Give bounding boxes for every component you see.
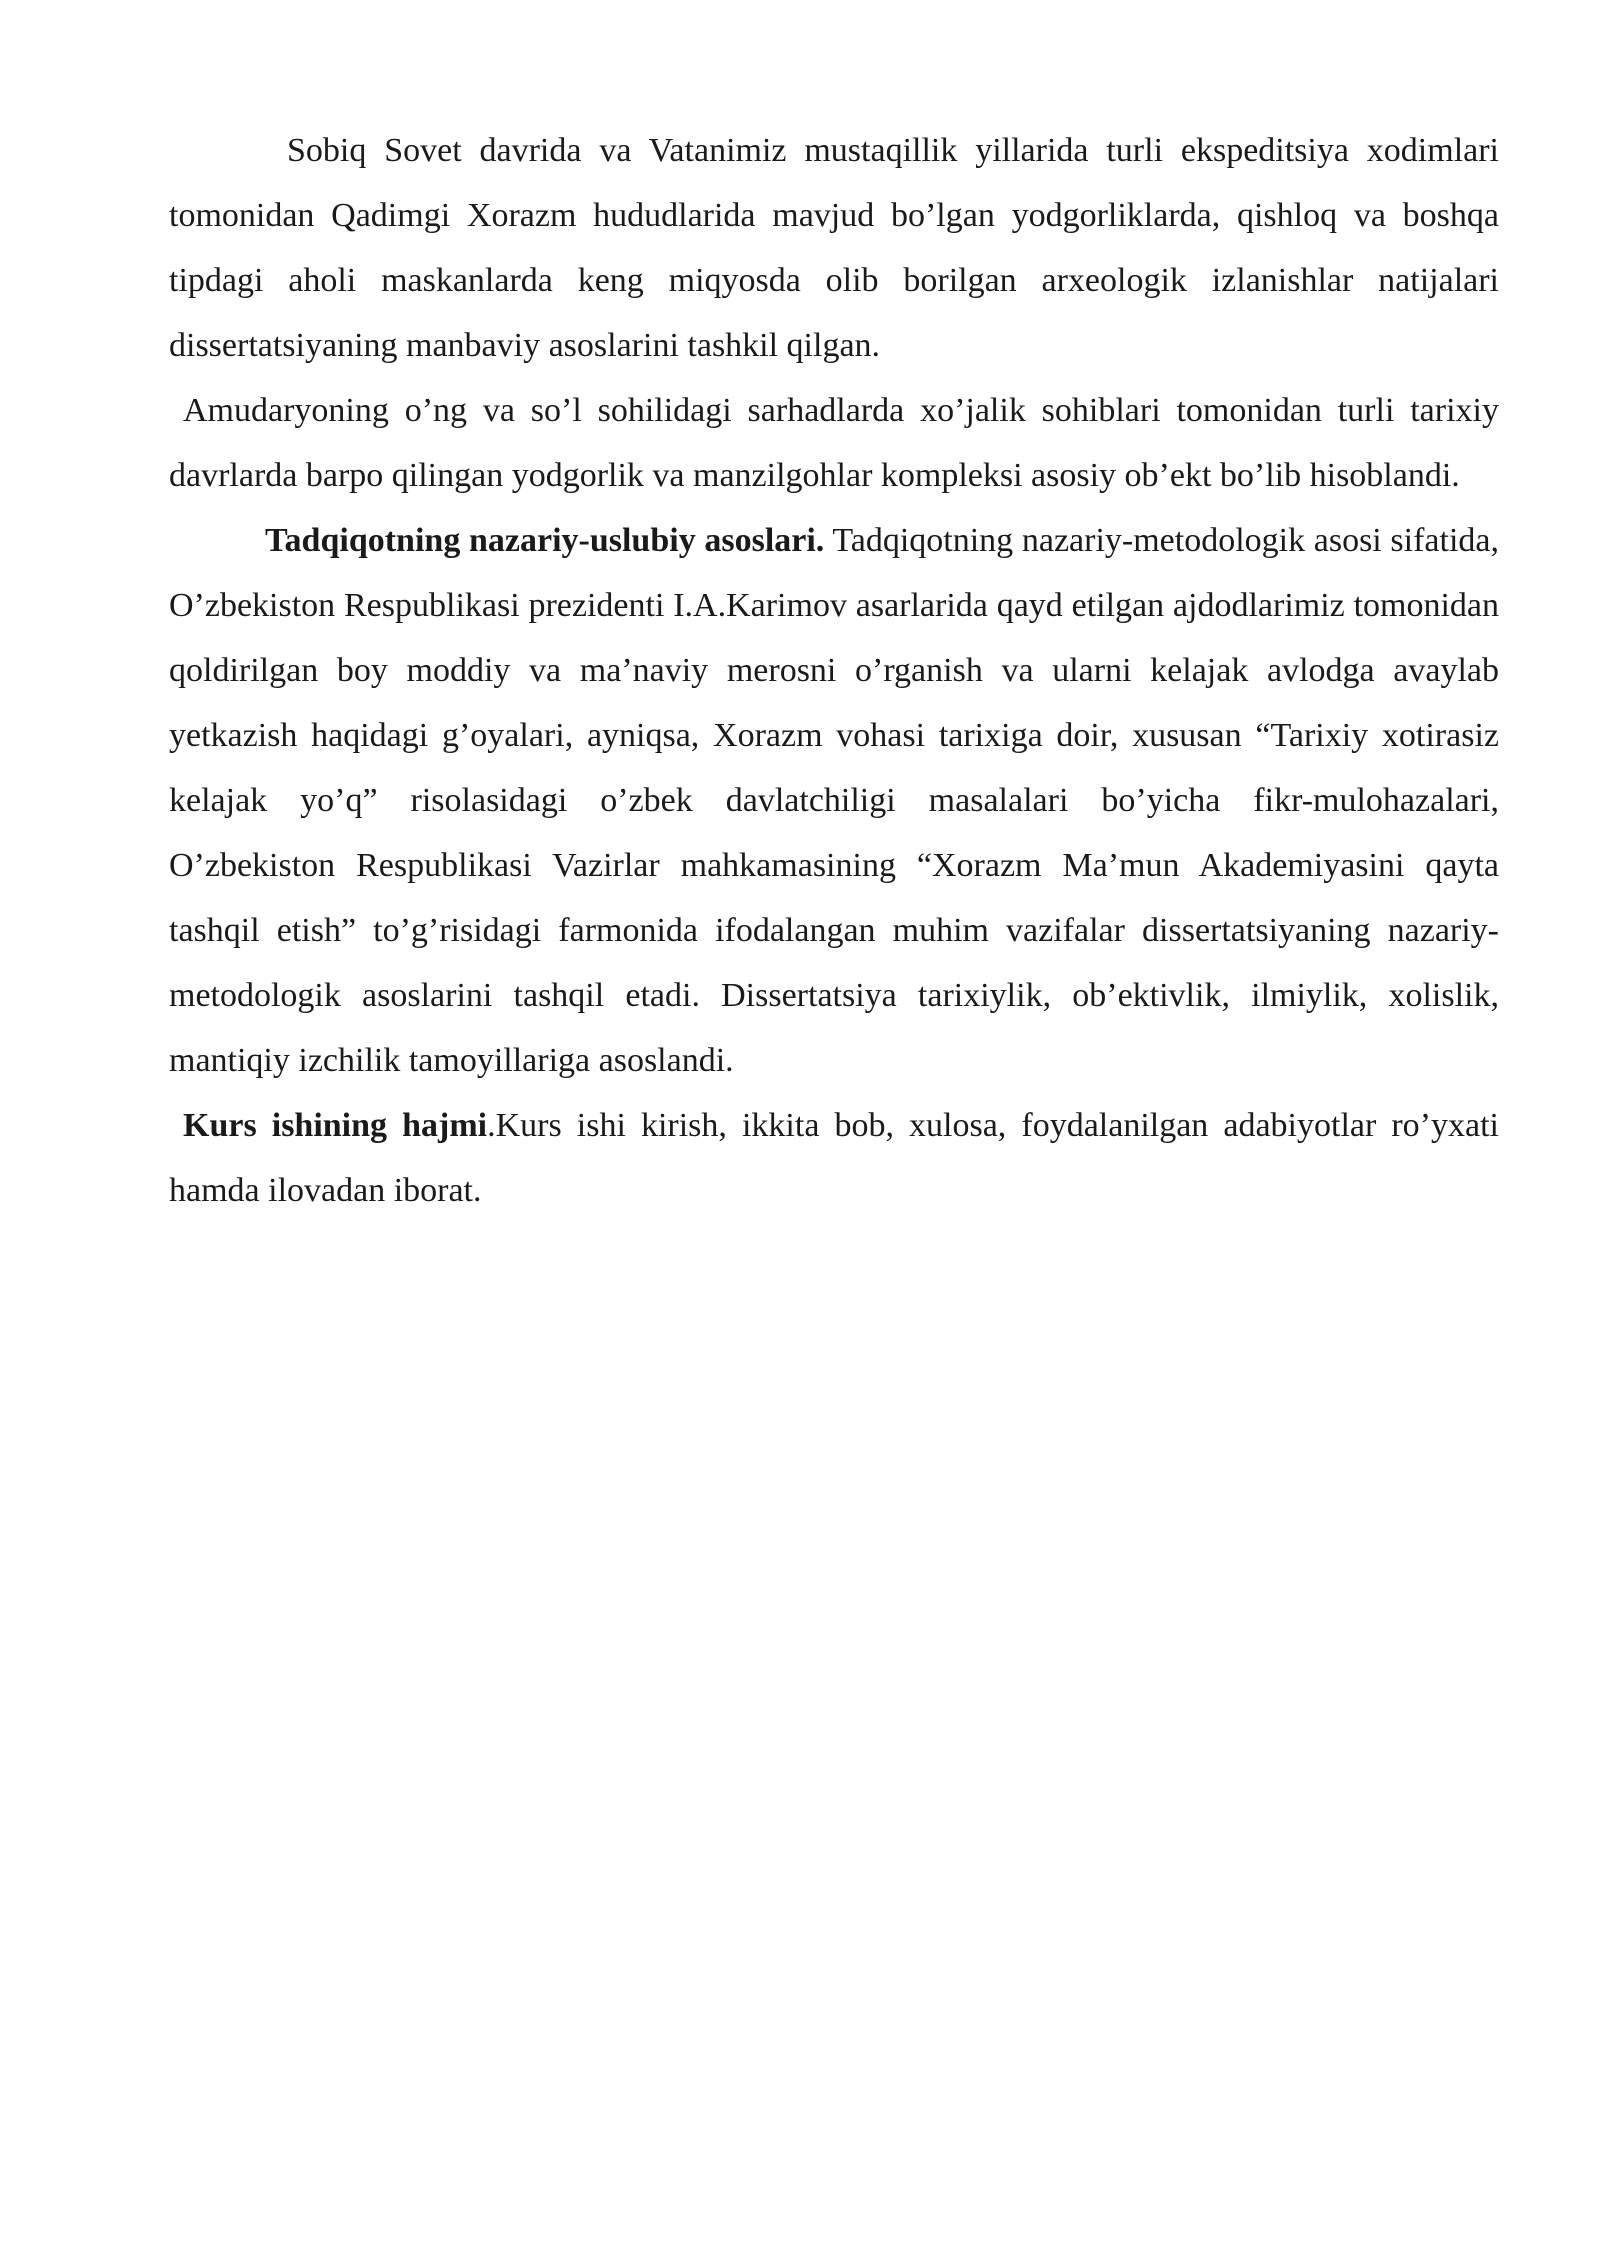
document-page [169, 118, 1499, 1223]
section-heading: Tadqiqotning nazariy-uslubiy asoslari. [265, 522, 825, 559]
paragraph-object [169, 378, 1499, 508]
paragraph-text: Sobiq Sovet davrida va Vatanimiz mustaqillik yillarida turli ekspeditsiya xodimlari tomonidan Qadimgi Xorazm hududlarida mavjud bo’lgan yodgorliklarda, qishloq va boshqa tipdagi aholi maskanlarda keng miqyosda olib borilgan arxeologik izlanishlar natijalari dissertatsiyaning manbaviy asoslarini tashkil qilgan. [169, 132, 1499, 364]
paragraph-text: Amudaryoning o’ng va so’l sohilidagi sarhadlarda xo’jalik sohiblari tomonidan turli tarixiy davrlarda barpo qilingan yodgorlik va manzilgohlar kompleksi asosiy ob’ekt bo’lib hisoblandi. [169, 392, 1499, 494]
section-heading: Kurs ishining hajmi [183, 1107, 488, 1144]
paragraph-text: Tadqiqotning nazariy-metodologik asosi sifatida, O’zbekiston Respublikasi prezidenti I.A.Karimov asarlarida qayd etilgan ajdodlarimiz tomonidan qoldirilgan boy moddiy va ma’naviy merosni o’rganish va ularni kelajak avlodga avaylab yetkazish haqidagi g’oyalari, ayniqsa, Xorazm vohasi tarixiga doir, xususan “Tarixiy xotirasiz kelajak yo’q” risolasidagi o’zbek davlatchiligi masalalari bo’yicha fikr-mulohazalari, O’zbekiston Respublikasi Vazirlar mahkamasining “Xorazm Ma’mun Akademiyasini qayta tashqil etish” to’g’risidagi farmonida ifodalangan muhim vazifalar dissertatsiyaning nazariy-metodologik asoslarini tashqil etadi. Dissertatsiya tarixiylik, ob’ektivlik, ilmiylik, xolislik, mantiqiy izchilik tamoyillariga asoslandi. [169, 522, 1499, 1079]
paragraph-text: .Kurs ishi kirish, ikkita bob, xulosa, foydalanilgan adabiyotlar ro’yxati hamda ilovadan iborat. [169, 1107, 1499, 1209]
paragraph-volume [169, 1093, 1499, 1223]
paragraph-sources [169, 118, 1499, 378]
paragraph-methodology [169, 508, 1499, 1093]
